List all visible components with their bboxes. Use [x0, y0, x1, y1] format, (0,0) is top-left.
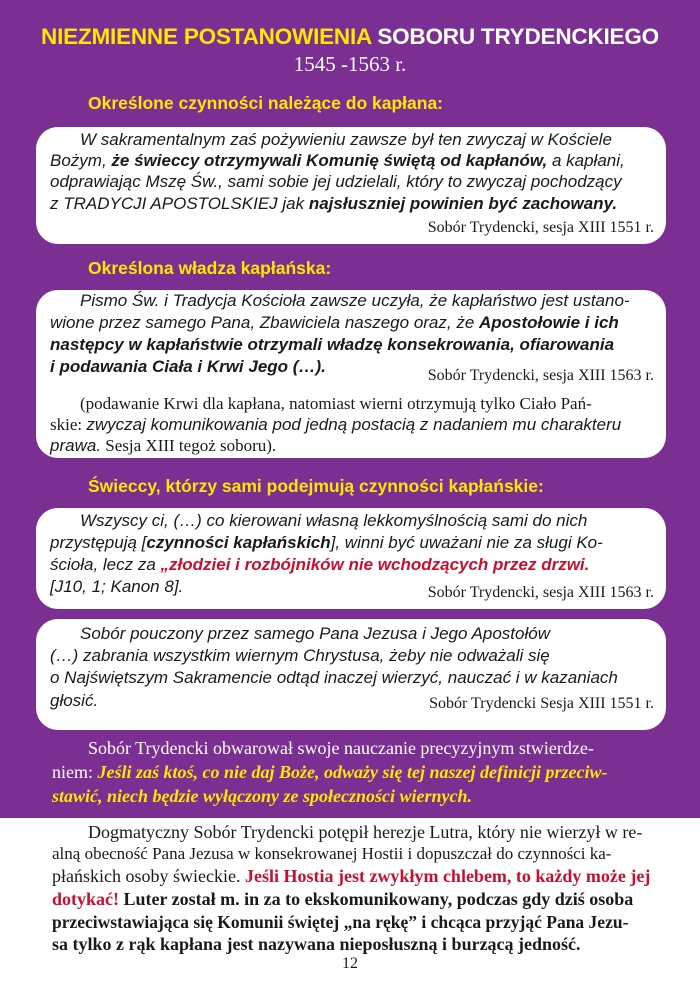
bottom-line5: przeciwstawiająca się Komunii świętej „na rękę” i chcąca przyjąć Pana Jezu-	[52, 912, 629, 932]
section1-line4: z TRADYCJI APOSTOLSKIEJ jak najsłuszniej powinien być zachowany.	[50, 194, 618, 213]
section1-line2: Bożym, że świeccy otrzymywali Komunię świętą od kapłanów, a kapłani,	[50, 151, 625, 170]
section2-line4: i podawania Ciała i Krwi Jego (…).	[50, 357, 326, 376]
bottom-line1: Dogmatyczny Sobór Trydencki potępił herezje Lutra, który nie wierzył w re-	[88, 822, 643, 842]
section3-line1: Wszyscy ci, (…) co kierowani własną lekkomyślnością sami do nich	[80, 511, 588, 530]
section4-quote-box	[36, 619, 666, 730]
section4-line1: Sobór pouczony przez samego Pana Jezusa i Jego Apostołów	[80, 624, 550, 643]
title-part2: SOBORU TRYDENCKIEGO	[377, 24, 659, 49]
bottom-line6: sa tylko z rąk kapłana jest nazywana nieposłuszną i burzącą jedność.	[52, 934, 581, 954]
section3-heading: Świeccy, którzy sami podejmują czynności kapłańskie:	[88, 476, 544, 496]
section2-line2: wione przez samego Pana, Zbawiciela naszego oraz, że Apostołowie i ich	[50, 313, 619, 332]
section4-line4: głosić.	[50, 691, 99, 710]
section1-heading: Określone czynności należące do kapłana:	[88, 93, 443, 113]
bottom-line4: dotykać! Luter został m. in za to ekskomunikowany, podczas gdy dziś osoba	[52, 889, 634, 909]
bottom-line2: alną obecność Pana Jezusa w konsekrowanej Hostii i dopuszczał do czynności ka-	[52, 844, 612, 863]
section1-quote-box	[36, 127, 666, 244]
title-part1: NIEZMIENNE POSTANOWIENIA	[41, 24, 372, 49]
section4-source: Sobór Trydencki Sesja XIII 1551 r.	[429, 695, 654, 712]
section3-line2: przystępują [czynności kapłańskich], winni być uważani nie za sługi Ko-	[50, 533, 603, 552]
section1-source: Sobór Trydencki, sesja XIII 1551 r.	[427, 219, 654, 236]
section2-line3: następcy w kapłaństwie otrzymali władzę konsekrowania, ofiarowania	[50, 335, 615, 354]
section1-line1: W sakramentalnym zaś pożywieniu zawsze był ten zwyczaj w Kościele	[80, 130, 612, 149]
title-years: 1545 -1563 r.	[293, 52, 407, 76]
section3-line3: ścioła, lecz za „złodziei i rozbójników nie wchodzących przez drzwi.	[50, 555, 590, 574]
section2-source: Sobór Trydencki, sesja XIII 1563 r.	[427, 367, 654, 384]
section3-source: Sobór Trydencki, sesja XIII 1563 r.	[427, 584, 654, 601]
bottom-line3: płańskich osoby świeckie. Jeśli Hostia jest zwykłym chlebem, to każdy może jej	[52, 866, 651, 886]
closing-line2: niem: Jeśli zaś ktoś, co nie daj Boże, odważy się tej naszej definicji przeciw-	[52, 762, 608, 782]
page-number: 12	[342, 955, 358, 972]
page-title	[0, 24, 700, 50]
section3-quote-box	[36, 508, 666, 609]
section2-note-line2: skie: zwyczaj komunikowania pod jedną postacią z nadaniem mu charakteru	[50, 415, 622, 434]
section2-note-line1: (podawanie Krwi dla kapłana, natomiast wierni otrzymują tylko Ciało Pań-	[80, 394, 592, 413]
section1-line3: odprawiając Mszę Św., sami sobie jej udzielali, który to zwyczaj pochodzący	[50, 172, 622, 191]
section2-heading: Określona władza kapłańska:	[88, 258, 332, 278]
section4-line3: o Najświętszym Sakramencie odtąd inaczej wierzyć, nauczać i w kazaniach	[50, 668, 618, 687]
closing-line3: stawić, niech będzie wyłączony ze społeczności wiernych.	[52, 786, 472, 806]
section4-line2: (…) zabrania wszystkim wiernym Chrystusa, żeby nie odważali się	[50, 646, 550, 665]
section2-note-line3: prawa. Sesja XIII tegoż soboru).	[50, 436, 277, 455]
section2-line1: Pismo Św. i Tradycja Kościoła zawsze uczyła, że kapłaństwo jest ustano-	[80, 291, 630, 310]
section2-quote-box	[36, 290, 666, 458]
section3-line4: [J10, 1; Kanon 8].	[50, 577, 184, 596]
closing-line1: Sobór Trydencki obwarował swoje nauczanie precyzyjnym stwierdze-	[88, 738, 594, 758]
